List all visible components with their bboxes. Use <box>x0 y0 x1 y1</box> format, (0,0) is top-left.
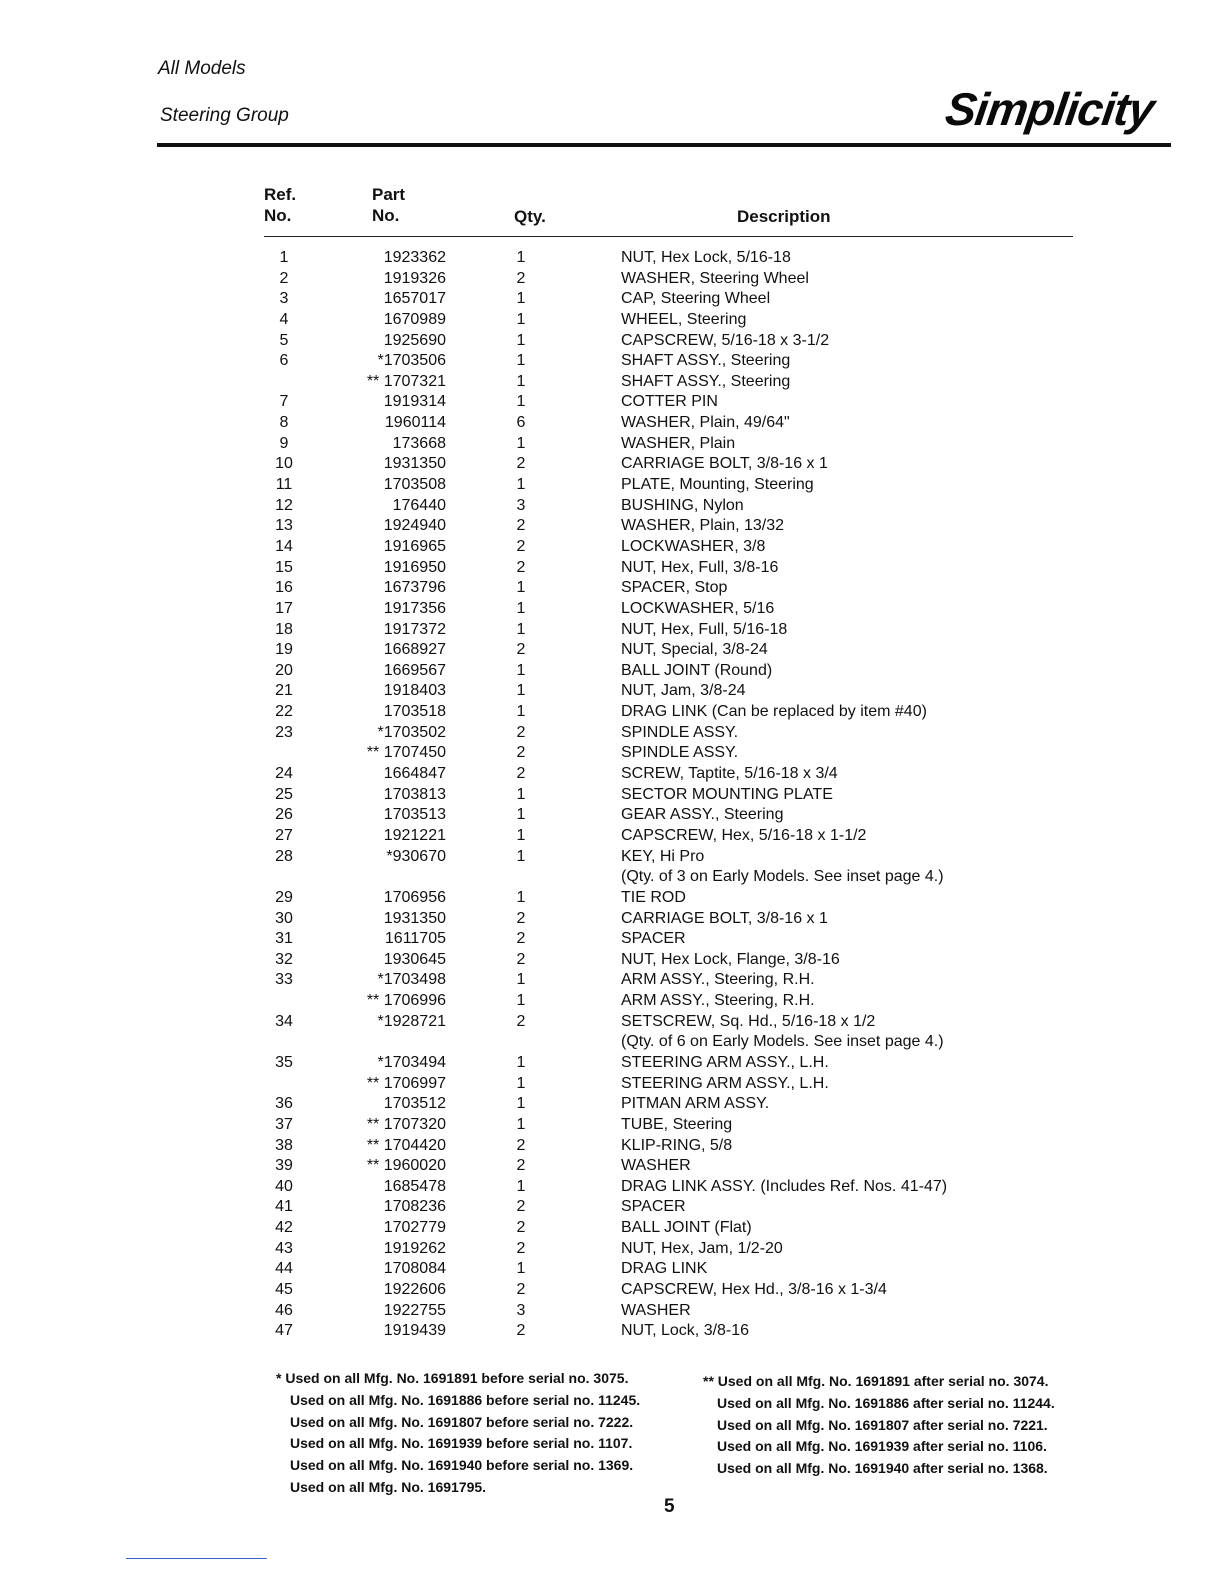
part-number-cell: *930670 <box>386 847 446 865</box>
description-cell: SPINDLE ASSY. <box>621 744 739 762</box>
table-row <box>0 1012 1224 1033</box>
table-row <box>0 888 1224 909</box>
table-row <box>0 743 1224 764</box>
ref-cell: 40 <box>275 1177 293 1195</box>
ref-cell: 31 <box>275 930 293 948</box>
qty-cell: 1 <box>516 620 526 638</box>
part-number-cell: 1923362 <box>383 249 446 266</box>
description-cell: SPINDLE ASSY. <box>621 723 739 741</box>
part-number-cell: 1708236 <box>383 1198 446 1216</box>
ref-cell: 10 <box>275 455 293 473</box>
column-header-description: Description <box>737 207 831 226</box>
description-cell: CARRIAGE BOLT, 3/8-16 x 1 <box>621 909 828 927</box>
footnote-line: * Used on all Mfg. No. 1691891 before serial no. 3075. <box>276 1370 629 1386</box>
ref-cell: 8 <box>279 414 289 432</box>
table-row <box>0 1239 1224 1260</box>
table-row <box>0 970 1224 991</box>
footnote-line: Used on all Mfg. No. 1691886 before serial no. 11245. <box>290 1391 641 1408</box>
table-row <box>0 248 1224 269</box>
table-row <box>0 434 1224 455</box>
description-cell: DRAG LINK <box>621 1260 708 1278</box>
description-cell: WASHER, Plain, 13/32 <box>621 517 785 535</box>
description-cell: (Qty. of 3 on Early Models. See inset page 4.) <box>621 868 944 886</box>
table-row <box>0 413 1224 434</box>
qty-cell: 2 <box>516 517 526 535</box>
table-row <box>0 826 1224 847</box>
ref-cell: 15 <box>275 558 293 576</box>
footnote-line: Used on all Mfg. No. 1691807 after serial no. 7221. <box>717 1416 1048 1433</box>
table-row <box>0 1074 1224 1095</box>
part-number-cell: 1931350 <box>383 909 446 927</box>
description-cell: NUT, Hex Lock, 5/16-18 <box>621 249 791 266</box>
table-row <box>0 537 1224 558</box>
table-row <box>0 372 1224 393</box>
ref-cell: 9 <box>279 434 289 452</box>
ref-cell: 6 <box>279 352 289 370</box>
table-row <box>0 496 1224 517</box>
description-cell: SHAFT ASSY., Steering <box>621 372 791 390</box>
part-number-cell: 173668 <box>392 434 446 452</box>
part-number-cell: 1703813 <box>383 785 446 803</box>
qty-cell: 1 <box>516 682 526 700</box>
page-number: 5 <box>664 1496 675 1517</box>
part-number-cell: *1703498 <box>377 971 446 989</box>
section-title: Steering Group <box>160 105 289 126</box>
qty-cell: 1 <box>516 476 526 494</box>
ref-cell: 36 <box>275 1095 293 1113</box>
table-row <box>0 661 1224 682</box>
header-divider <box>157 143 1171 147</box>
ref-cell: 14 <box>275 537 293 555</box>
table-row <box>0 1321 1224 1342</box>
qty-cell: 1 <box>516 1177 526 1195</box>
ref-cell: 4 <box>279 310 289 328</box>
ref-cell: 47 <box>275 1322 293 1340</box>
description-cell: CAPSCREW, Hex Hd., 3/8-16 x 1-3/4 <box>621 1281 887 1299</box>
table-row <box>0 454 1224 475</box>
part-number-cell: 1930645 <box>383 950 446 968</box>
ref-cell: 24 <box>275 765 293 783</box>
part-number-cell: 1657017 <box>383 290 446 308</box>
ref-cell: 12 <box>275 496 293 514</box>
qty-cell: 2 <box>516 1219 526 1237</box>
ref-cell: 37 <box>275 1115 293 1133</box>
qty-cell: 3 <box>516 496 526 514</box>
ref-cell: 27 <box>275 826 293 844</box>
ref-cell: 46 <box>275 1301 293 1319</box>
qty-cell: 6 <box>516 414 526 432</box>
part-number-cell: 1706956 <box>383 888 446 906</box>
qty-cell: 1 <box>516 826 526 844</box>
footnote-line: Used on all Mfg. No. 1691939 before serial no. 1107. <box>290 1435 633 1452</box>
table-row <box>0 867 1224 888</box>
ref-cell: 22 <box>275 703 293 721</box>
description-cell: CAP, Steering Wheel <box>621 290 771 308</box>
qty-cell: 2 <box>516 1322 526 1340</box>
ref-cell: 2 <box>279 269 289 287</box>
description-cell: WHEEL, Steering <box>621 310 747 328</box>
description-cell: DRAG LINK (Can be replaced by item #40) <box>621 703 927 721</box>
column-header-ref: Ref. No. <box>264 185 297 225</box>
part-number-cell: 1670989 <box>383 310 446 328</box>
brand-logo: Simplicity <box>942 83 1157 135</box>
qty-cell: 1 <box>516 971 526 989</box>
part-number-cell: 1664847 <box>383 765 446 783</box>
qty-cell: 1 <box>516 1074 526 1092</box>
qty-cell: 3 <box>516 1301 526 1319</box>
qty-cell: 1 <box>516 599 526 617</box>
footnotes-double-asterisk <box>703 1371 1055 1480</box>
description-cell: DRAG LINK ASSY. (Includes Ref. Nos. 41-47) <box>621 1177 948 1195</box>
description-cell: WASHER, Plain <box>621 434 736 452</box>
table-row <box>0 269 1224 290</box>
part-number-cell: ** 1707321 <box>366 372 446 390</box>
description-cell: SPACER <box>621 1198 686 1216</box>
table-row <box>0 723 1224 744</box>
ref-cell: 32 <box>275 950 293 968</box>
qty-cell: 1 <box>516 352 526 370</box>
qty-cell: 1 <box>516 703 526 721</box>
table-row <box>0 805 1224 826</box>
table-row <box>0 310 1224 331</box>
table-row <box>0 331 1224 352</box>
ref-cell: 35 <box>275 1053 293 1071</box>
table-header-divider <box>264 236 1073 237</box>
qty-cell: 1 <box>516 310 526 328</box>
table-row <box>0 1280 1224 1301</box>
part-number-cell: *1703502 <box>377 723 446 741</box>
description-cell: KEY, Hi Pro <box>621 847 705 865</box>
description-cell: SPACER <box>621 930 686 948</box>
table-row <box>0 640 1224 661</box>
part-number-cell: ** 1707320 <box>366 1115 446 1133</box>
ref-cell: 16 <box>275 579 293 597</box>
ref-cell: 28 <box>275 847 293 865</box>
part-number-cell: 1931350 <box>383 455 446 473</box>
part-number-cell: 1611705 <box>384 930 446 948</box>
description-cell: KLIP-RING, 5/8 <box>621 1136 733 1154</box>
qty-cell: 1 <box>516 1260 526 1278</box>
qty-cell: 1 <box>516 1095 526 1113</box>
table-row <box>0 847 1224 868</box>
part-number-cell: 1669567 <box>383 661 446 679</box>
ref-cell: 19 <box>275 641 293 659</box>
part-number-cell: 1685478 <box>383 1177 446 1195</box>
qty-cell: 2 <box>516 1281 526 1299</box>
qty-cell: 1 <box>516 331 526 349</box>
qty-cell: 1 <box>516 249 526 266</box>
table-row <box>0 1115 1224 1136</box>
catalog-models-label: All Models <box>158 58 246 79</box>
table-row <box>0 558 1224 579</box>
description-cell: PITMAN ARM ASSY. <box>621 1095 770 1113</box>
description-cell: TUBE, Steering <box>621 1115 733 1133</box>
qty-cell: 1 <box>516 847 526 865</box>
table-row <box>0 1218 1224 1239</box>
table-row <box>0 1259 1224 1280</box>
description-cell: CAPSCREW, Hex, 5/16-18 x 1-1/2 <box>621 826 867 844</box>
parts-table-body <box>0 248 1224 1342</box>
description-cell: WASHER <box>621 1157 691 1175</box>
description-cell: CARRIAGE BOLT, 3/8-16 x 1 <box>621 455 828 473</box>
qty-cell: 1 <box>516 372 526 390</box>
qty-cell: 1 <box>516 1053 526 1071</box>
table-row <box>0 516 1224 537</box>
table-row <box>0 1053 1224 1074</box>
part-number-cell: 1918403 <box>383 682 446 700</box>
ref-cell: 1 <box>279 249 289 266</box>
table-row <box>0 475 1224 496</box>
description-cell: NUT, Jam, 3/8-24 <box>621 682 746 700</box>
qty-cell: 1 <box>516 1115 526 1133</box>
table-row <box>0 702 1224 723</box>
ref-cell: 43 <box>275 1239 293 1257</box>
ref-cell: 23 <box>275 723 293 741</box>
qty-cell: 2 <box>516 909 526 927</box>
description-cell: GEAR ASSY., Steering <box>621 806 784 824</box>
qty-cell: 2 <box>516 950 526 968</box>
table-row <box>0 991 1224 1012</box>
qty-cell: 1 <box>516 661 526 679</box>
ref-cell: 25 <box>275 785 293 803</box>
part-number-cell: 1917372 <box>383 620 446 638</box>
part-number-cell: 1919439 <box>383 1322 446 1340</box>
description-cell: NUT, Hex, Jam, 1/2-20 <box>621 1239 783 1257</box>
ref-cell: 3 <box>279 290 289 308</box>
table-row <box>0 909 1224 930</box>
ref-cell: 17 <box>275 599 293 617</box>
part-number-cell: 1703508 <box>383 476 446 494</box>
part-number-cell: 1916965 <box>383 537 446 555</box>
part-number-cell: 1924940 <box>383 517 446 535</box>
description-cell: STEERING ARM ASSY., L.H. <box>621 1074 829 1092</box>
part-number-cell: ** 1704420 <box>366 1136 446 1154</box>
qty-cell: 2 <box>516 641 526 659</box>
ref-cell: 29 <box>275 888 293 906</box>
part-number-cell: ** 1706997 <box>366 1074 446 1092</box>
table-row <box>0 392 1224 413</box>
table-row <box>0 1197 1224 1218</box>
part-number-cell: 1708084 <box>383 1260 446 1278</box>
description-cell: BUSHING, Nylon <box>621 496 744 514</box>
ref-cell: 44 <box>275 1260 293 1278</box>
description-cell: NUT, Hex Lock, Flange, 3/8-16 <box>621 950 840 968</box>
qty-cell: 1 <box>516 785 526 803</box>
part-number-cell: 1703518 <box>383 703 446 721</box>
ref-cell: 42 <box>275 1219 293 1237</box>
ref-cell: 34 <box>275 1012 293 1030</box>
qty-cell: 1 <box>516 579 526 597</box>
qty-cell: 2 <box>516 1136 526 1154</box>
part-number-cell: 1919314 <box>383 393 446 411</box>
qty-cell: 1 <box>516 290 526 308</box>
table-row <box>0 785 1224 806</box>
part-number-cell: 1917356 <box>383 599 446 617</box>
part-number-cell: 1668927 <box>383 641 446 659</box>
part-number-cell: 1922606 <box>383 1281 446 1299</box>
qty-cell: 2 <box>516 455 526 473</box>
part-number-cell: 1919262 <box>383 1239 446 1257</box>
ref-cell: 26 <box>275 806 293 824</box>
description-cell: NUT, Hex, Full, 5/16-18 <box>621 620 788 638</box>
table-row <box>0 1032 1224 1053</box>
ref-cell: 39 <box>275 1157 293 1175</box>
footnote-line: ** Used on all Mfg. No. 1691891 after serial no. 3074. <box>703 1373 1049 1389</box>
part-number-cell: *1928721 <box>377 1012 446 1030</box>
part-number-cell: 1922755 <box>383 1301 446 1319</box>
description-cell: CAPSCREW, 5/16-18 x 3-1/2 <box>621 331 830 349</box>
qty-cell: 1 <box>516 888 526 906</box>
qty-cell: 2 <box>516 537 526 555</box>
description-cell: BALL JOINT (Flat) <box>621 1219 752 1237</box>
description-cell: WASHER, Plain, 49/64" <box>621 414 790 432</box>
description-cell: PLATE, Mounting, Steering <box>621 476 814 494</box>
table-row <box>0 599 1224 620</box>
part-number-cell: ** 1707450 <box>366 744 446 762</box>
table-row <box>0 1177 1224 1198</box>
qty-cell: 2 <box>516 1012 526 1030</box>
description-cell: WASHER <box>621 1301 691 1319</box>
table-row <box>0 620 1224 641</box>
table-row <box>0 929 1224 950</box>
part-number-cell: 1925690 <box>383 331 446 349</box>
footnote-line: Used on all Mfg. No. 1691807 before serial no. 7222. <box>290 1413 634 1430</box>
column-header-part: Part No. <box>372 185 406 225</box>
qty-cell: 1 <box>516 806 526 824</box>
part-number-cell: 1916950 <box>383 558 446 576</box>
part-number-cell: *1703494 <box>377 1053 446 1071</box>
ref-cell: 7 <box>279 393 289 411</box>
part-number-cell: ** 1960020 <box>366 1157 446 1175</box>
qty-cell: 1 <box>516 393 526 411</box>
table-row <box>0 1156 1224 1177</box>
part-number-cell: 1703513 <box>383 806 446 824</box>
table-row <box>0 950 1224 971</box>
ref-cell: 45 <box>275 1281 293 1299</box>
part-number-cell: *1703506 <box>377 352 446 370</box>
qty-cell: 1 <box>516 992 526 1010</box>
description-cell: LOCKWASHER, 3/8 <box>621 537 766 555</box>
description-cell: SETSCREW, Sq. Hd., 5/16-18 x 1/2 <box>621 1012 876 1030</box>
description-cell: NUT, Lock, 3/8-16 <box>621 1322 750 1340</box>
footnote-line: Used on all Mfg. No. 1691940 after serial no. 1368. <box>717 1460 1048 1477</box>
description-cell: (Qty. of 6 on Early Models. See inset page 4.) <box>621 1033 944 1051</box>
qty-cell: 2 <box>516 1157 526 1175</box>
description-cell: SHAFT ASSY., Steering <box>621 352 791 370</box>
description-cell: BALL JOINT (Round) <box>621 661 773 679</box>
part-number-cell: 176440 <box>392 496 446 514</box>
ref-cell: 11 <box>275 476 293 494</box>
decorative-blue-line <box>126 1558 267 1559</box>
ref-cell: 13 <box>275 517 293 535</box>
ref-cell: 18 <box>275 620 293 638</box>
footnote-line: Used on all Mfg. No. 1691940 before serial no. 1369. <box>290 1457 634 1474</box>
description-cell: ARM ASSY., Steering, R.H. <box>621 992 815 1010</box>
qty-cell: 2 <box>516 558 526 576</box>
column-header-qty: Qty. <box>514 207 546 226</box>
description-cell: SPACER, Stop <box>621 579 728 597</box>
ref-cell: 41 <box>275 1198 293 1216</box>
ref-cell: 5 <box>279 331 289 349</box>
qty-cell: 2 <box>516 1239 526 1257</box>
description-cell: SECTOR MOUNTING PLATE <box>621 785 833 803</box>
ref-cell: 20 <box>275 661 293 679</box>
table-row <box>0 1094 1224 1115</box>
qty-cell: 2 <box>516 744 526 762</box>
footnote-line: Used on all Mfg. No. 1691939 after serial no. 1106. <box>717 1438 1047 1455</box>
description-cell: WASHER, Steering Wheel <box>621 269 809 287</box>
table-row <box>0 351 1224 372</box>
table-row <box>0 578 1224 599</box>
table-row <box>0 681 1224 702</box>
part-number-cell: 1921221 <box>383 826 446 844</box>
qty-cell: 2 <box>516 723 526 741</box>
table-row <box>0 1301 1224 1322</box>
part-number-cell: ** 1706996 <box>366 992 446 1010</box>
description-cell: LOCKWASHER, 5/16 <box>621 599 775 617</box>
footnote-line: Used on all Mfg. No. 1691886 after serial no. 11244. <box>717 1394 1055 1411</box>
description-cell: NUT, Hex, Full, 3/8-16 <box>621 558 779 576</box>
description-cell: COTTER PIN <box>621 393 718 411</box>
description-cell: NUT, Special, 3/8-24 <box>621 641 768 659</box>
description-cell: STEERING ARM ASSY., L.H. <box>621 1053 829 1071</box>
part-number-cell: 1673796 <box>383 579 446 597</box>
ref-cell: 30 <box>275 909 293 927</box>
qty-cell: 2 <box>516 269 526 287</box>
part-number-cell: 1919326 <box>383 269 446 287</box>
footnote-line: Used on all Mfg. No. 1691795. <box>290 1478 487 1495</box>
part-number-cell: 1703512 <box>383 1095 446 1113</box>
part-number-cell: 1702779 <box>383 1219 446 1237</box>
ref-cell: 33 <box>275 971 293 989</box>
footnotes-single-asterisk <box>276 1368 640 1499</box>
table-row <box>0 1136 1224 1157</box>
description-cell: TIE ROD <box>621 888 686 906</box>
part-number-cell: 1960114 <box>384 414 446 432</box>
qty-cell: 2 <box>516 765 526 783</box>
qty-cell: 2 <box>516 930 526 948</box>
description-cell: ARM ASSY., Steering, R.H. <box>621 971 815 989</box>
table-row <box>0 289 1224 310</box>
description-cell: SCREW, Taptite, 5/16-18 x 3/4 <box>621 765 838 783</box>
table-row <box>0 764 1224 785</box>
ref-cell: 38 <box>275 1136 293 1154</box>
qty-cell: 1 <box>516 434 526 452</box>
ref-cell: 21 <box>275 682 293 700</box>
qty-cell: 2 <box>516 1198 526 1216</box>
